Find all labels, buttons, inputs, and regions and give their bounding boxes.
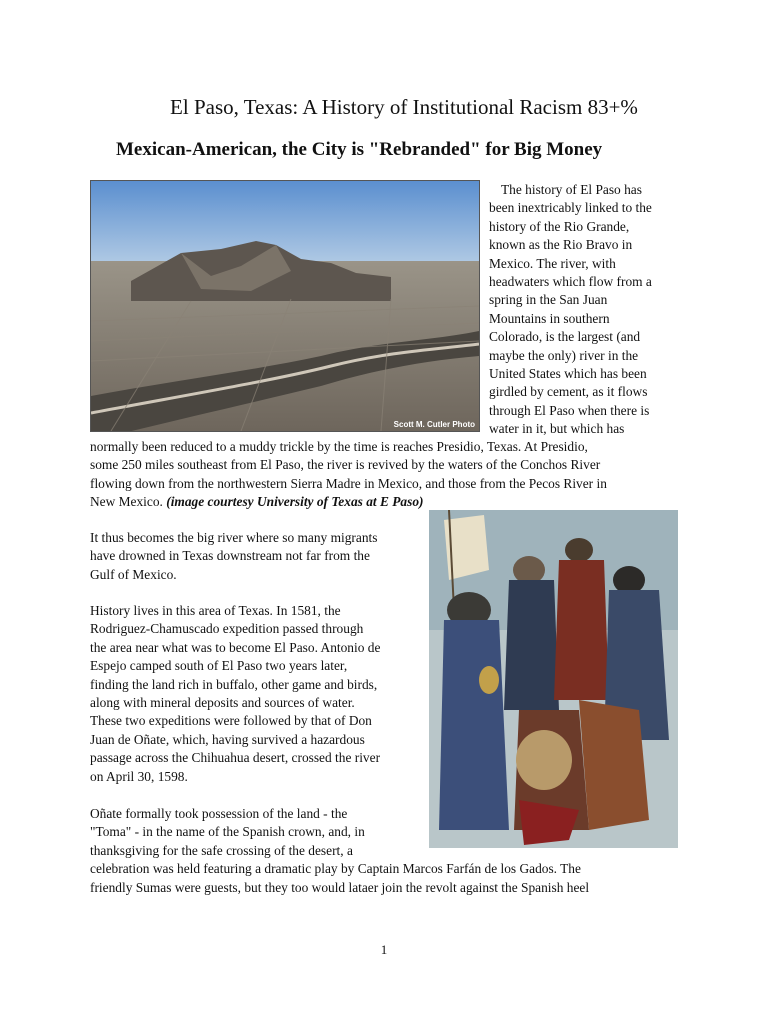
paragraph-history-continued: [90, 438, 607, 512]
text-line: through El Paso when there is: [489, 402, 650, 418]
text-line: [90, 493, 607, 511]
text-line: water in it, but which has: [489, 421, 625, 437]
text-line: friendly Sumas were guests, but they too would lataer join the revolt against the Spanish heel: [90, 879, 590, 895]
page-number: 1: [380, 942, 388, 957]
text-line: Juan de Oñate, which, having survived a hazardous: [90, 731, 365, 747]
text-line: Oñate formally took possession of the land - the: [90, 806, 348, 821]
text-line: passage across the Chihuahua desert, crossed the river: [90, 750, 381, 766]
text-line: "Toma" - in the name of the Spanish crown, and, in: [90, 824, 365, 840]
text-line: been inextricably linked to the: [489, 200, 652, 216]
text-line: spring in the San Juan: [489, 292, 608, 308]
text-line: These two expeditions were followed by that of Don: [90, 713, 372, 729]
text-line: Mountains in southern: [489, 310, 610, 326]
text-line: history of the Rio Grande,: [489, 218, 630, 234]
el-paso-aerial-photo: [90, 180, 480, 432]
text-line: the area near what was to become El Paso. Antonio de: [90, 639, 381, 655]
page-title: El Paso, Texas: A History of Institutional Racism 83+%: [170, 95, 638, 119]
text-line: It thus becomes the big river where so many migrants: [90, 530, 378, 545]
paragraph-history-intro: [489, 181, 652, 439]
text-line: flowing down from the northwestern Sierra Madre in Mexico, and those from the Pecos River in: [90, 475, 607, 491]
text-line: The history of El Paso has: [501, 182, 642, 197]
text-line: celebration was held featuring a dramatic play by Captain Marcos Farfán de los Gados. The: [90, 861, 581, 877]
text-line: History lives in this area of Texas. In 1581, the: [90, 603, 341, 618]
text-line: Rodriguez-Chamuscado expedition passed through: [90, 621, 364, 637]
text-line: on April 30, 1598.: [90, 768, 188, 784]
paragraph-expeditions: [90, 602, 380, 786]
expedition-painting: [429, 510, 678, 848]
text-segment: New Mexico.: [90, 494, 167, 510]
text-line: headwaters which flow from a: [489, 274, 652, 290]
text-line: maybe the only) river in the: [489, 347, 639, 363]
text-line: thanksgiving for the safe crossing of the desert, a: [90, 842, 353, 858]
text-line: finding the land rich in buffalo, other game and birds,: [90, 676, 378, 692]
text-line: have drowned in Texas downstream not far from the: [90, 548, 370, 564]
text-line: Espejo camped south of El Paso two years later,: [90, 658, 348, 674]
text-line: Mexico. The river, with: [489, 255, 616, 271]
paragraph-toma: [90, 805, 589, 897]
text-line: Gulf of Mexico.: [90, 566, 177, 582]
text-line: normally been reduced to a muddy trickle by the time is reaches Presidio, Texas. At Presidio,: [90, 439, 588, 454]
text-line: some 250 miles southeast from El Paso, the river is revived by the waters of the Conchos River: [90, 457, 601, 473]
text-line: girdled by cement, as it flows: [489, 384, 648, 400]
page-subtitle: Mexican-American, the City is "Rebranded" for Big Money: [116, 139, 603, 160]
text-line: United States which has been: [489, 366, 647, 382]
photo-credit: Scott M. Cutler Photo: [393, 420, 475, 429]
text-line: along with mineral deposits and sources of water.: [90, 695, 355, 711]
text-line: Colorado, is the largest (and: [489, 329, 641, 345]
paragraph-big-river: [90, 529, 377, 584]
text-line: known as the Rio Bravo in: [489, 237, 633, 253]
image-credit: (image courtesy University of Texas at E Paso): [166, 494, 424, 510]
